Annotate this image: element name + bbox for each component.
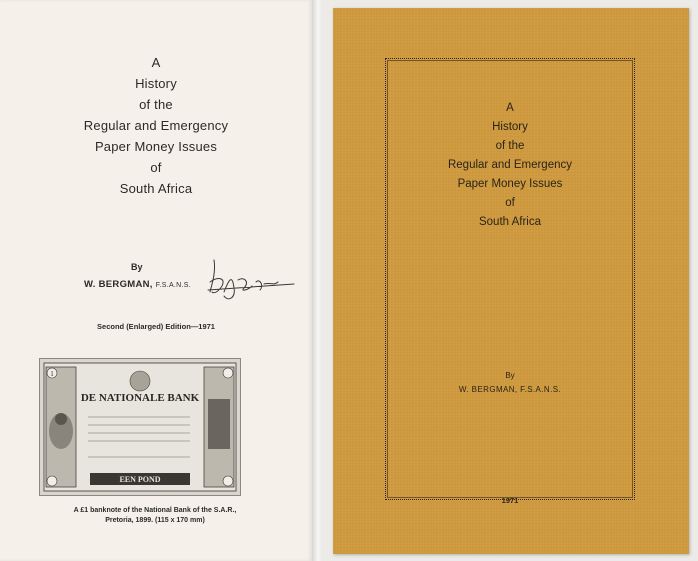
title-page [0, 0, 312, 561]
author-suffix: F.S.A.N.S. [155, 282, 191, 289]
edition-note: Second (Enlarged) Edition—1971 [97, 322, 215, 331]
banknote-numeral: 1 [50, 370, 54, 378]
banknote-bank-name: DE NATIONALE BANK [80, 392, 200, 404]
cover-author: W. BERGMAN, F.S.A.N.S. [458, 385, 562, 394]
title-line: of the [495, 140, 525, 152]
by-label: By [131, 262, 143, 272]
author-name [84, 279, 191, 290]
title-line: South Africa [119, 181, 193, 196]
cover-title [386, 99, 634, 232]
title-line: Regular and Emergency [447, 159, 572, 171]
title-line: A [506, 102, 514, 114]
title-line: of [150, 160, 162, 175]
title-line: History [135, 76, 177, 91]
handwritten-signature [204, 252, 296, 304]
page-gutter [312, 0, 322, 561]
caption-line: Pretoria, 1899. (115 x 170 mm) [105, 517, 205, 524]
caption-line: A £1 banknote of the National Bank of the S.A.R., [73, 507, 237, 514]
banknote-caption [40, 506, 270, 526]
banknote-image [39, 358, 241, 496]
title-line: South Africa [478, 216, 541, 228]
cover-year: 1971 [501, 496, 519, 505]
banknote-denomination: EEN POND [119, 475, 161, 484]
title-line: Regular and Emergency [83, 118, 229, 133]
cover-border-frame [385, 58, 635, 505]
title-line: History [492, 121, 528, 133]
title-line: of the [139, 97, 173, 112]
book-cover [333, 8, 689, 554]
title-line: A [151, 55, 161, 70]
title-line: Paper Money Issues [94, 139, 218, 154]
cover-by-label: By [505, 371, 515, 380]
author-text: W. BERGMAN, [84, 279, 153, 290]
title-line: Paper Money Issues [457, 178, 563, 190]
title-line: of [505, 197, 515, 209]
title-page-title [0, 52, 312, 199]
